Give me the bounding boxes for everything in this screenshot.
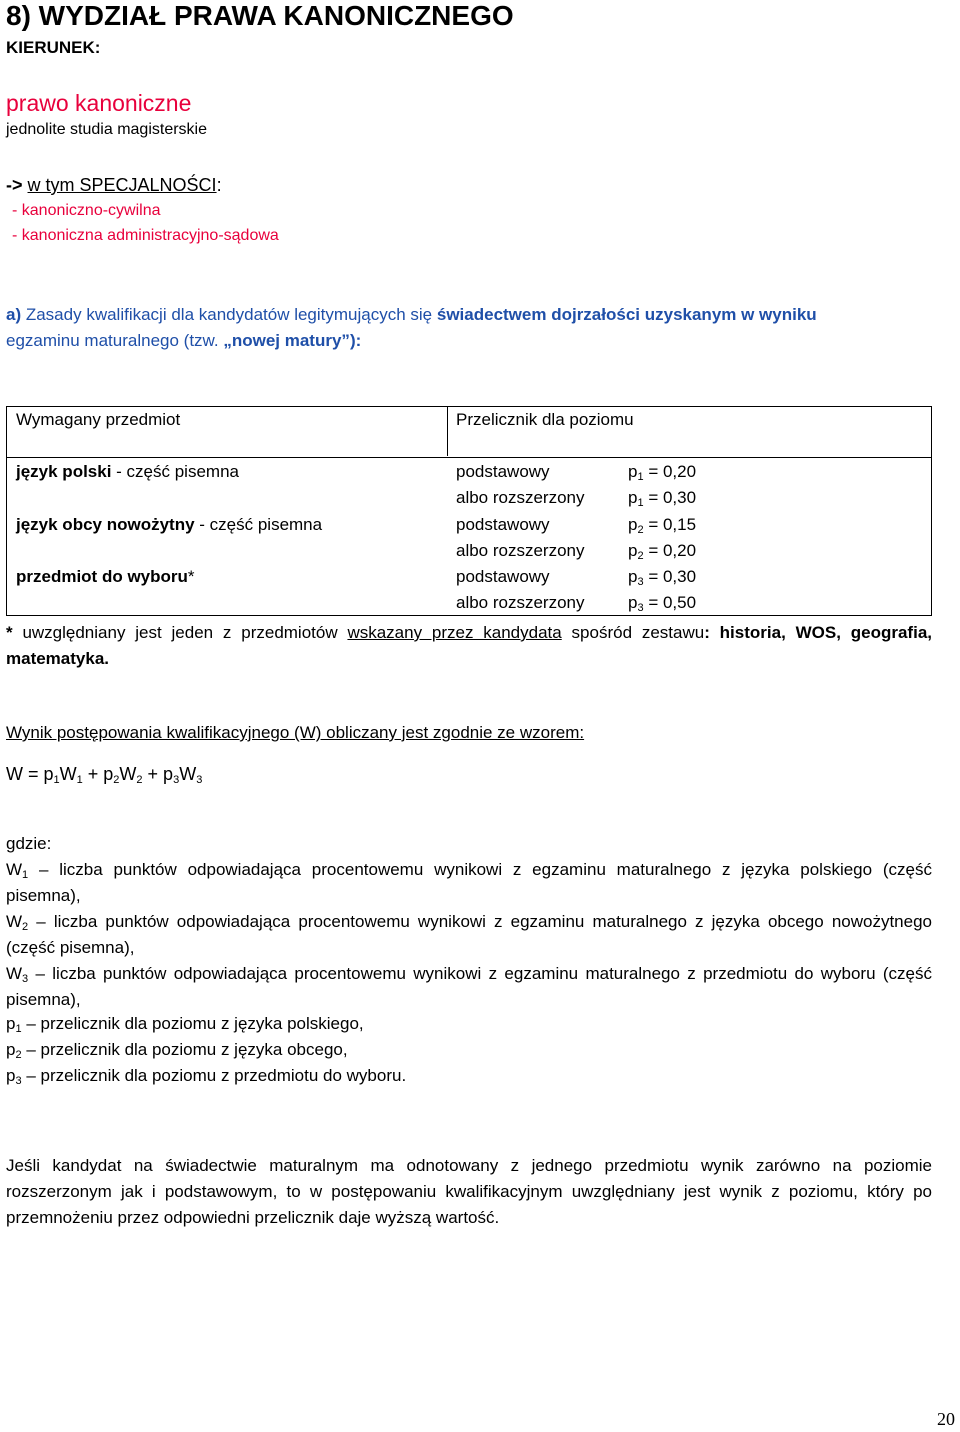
where-label: gdzie: [6, 834, 52, 853]
section-a-line2: egzaminu maturalnego (tzw. „nowej matury”): [6, 331, 362, 350]
table-header-divider [447, 406, 448, 456]
where-p2: $p_2$ – przelicznik dla poziomu z języka obcego, [6, 1040, 348, 1061]
formula-heading: Wynik postępowania kwalifikacyjnego (W) obliczany jest zgodnie ze wzorem: [6, 723, 585, 742]
table-factor: $p_3 = 0,30$ [628, 567, 697, 588]
table-level: albo rozszerzony [456, 541, 585, 560]
table-level: albo rozszerzony [456, 488, 585, 507]
page-number: 20 [937, 1409, 955, 1429]
where-w2: $W_2$ – liczba punktów odpowiadająca procentowemu wynikowi z egzaminu maturalnego z języka obcego nowożytnego (część pisemna), [6, 912, 932, 957]
table-level: podstawowy [456, 567, 550, 586]
table-head-subject: Wymagany przedmiot [16, 410, 181, 429]
where-p1: $p_1$ – przelicznik dla poziomu z języka polskiego, [6, 1014, 364, 1035]
formula: $W = p_1W_1 + p_2W_2 + p_3W_3$ [6, 764, 203, 786]
study-type: jednolite studia magisterskie [6, 121, 207, 138]
table-row-subject: przedmiot do wyboru* [16, 567, 195, 586]
table-factor: $p_2 = 0,15$ [628, 515, 697, 536]
specializations-heading: -> w tym SPECJALNOŚCI: [6, 175, 222, 195]
kierunek-label: KIERUNEK: [6, 38, 101, 57]
table-head-factor: Przelicznik dla poziomu [456, 410, 634, 429]
where-p3: $p_3$ – przelicznik dla poziomu z przedmiotu do wyboru. [6, 1066, 407, 1087]
table-level: podstawowy [456, 515, 550, 534]
table-factor: $p_1 = 0,30$ [628, 488, 697, 509]
table-factor: $p_3 = 0,50$ [628, 593, 697, 614]
final-note: Jeśli kandydat na świadectwie maturalnym ma odnotowany z jednego przedmiotu wynik zarówno na poziomie rozszerzonym jak i podstawowym, to w postępowaniu kwalifikacyjnym uwzględniany jest wynik z poziomu, który po przemnożeniu przez odpowiedni przelicznik daje wyższą wartość. [6, 1156, 932, 1227]
page-title: 8) WYDZIAŁ PRAWA KANONICZNEGO [6, 0, 514, 31]
table-row-subject: język polski - część pisemna [16, 462, 239, 481]
section-a-line1: a) Zasady kwalifikacji dla kandydatów legitymujących się świadectwem dojrzałości uzyskanym w wyniku [6, 305, 817, 324]
where-w3: $W_3$ – liczba punktów odpowiadająca procentowemu wynikowi z egzaminu maturalnego z przedmiotu do wyboru (część pisemna), [6, 964, 932, 1009]
field-name: prawo kanoniczne [6, 90, 192, 116]
table-footnote: * uwzględniany jest jeden z przedmiotów wskazany przez kandydata spośród zestawu: historia, WOS, geografia, matematyka. [6, 623, 932, 668]
table-factor: $p_2 = 0,20$ [628, 541, 697, 562]
specialization-item: - kanoniczna administracyjno-sądowa [12, 227, 279, 244]
table-factor: $p_1 = 0,20$ [628, 462, 697, 483]
table-row-subject: język obcy nowożytny - część pisemna [16, 515, 323, 534]
table-level: podstawowy [456, 462, 550, 481]
table-level: albo rozszerzony [456, 593, 585, 612]
where-w1: $W_1$ – liczba punktów odpowiadająca procentowemu wynikowi z egzaminu maturalnego z języka polskiego (część pisemna), [6, 860, 932, 905]
specialization-item: - kanoniczno-cywilna [12, 202, 161, 219]
